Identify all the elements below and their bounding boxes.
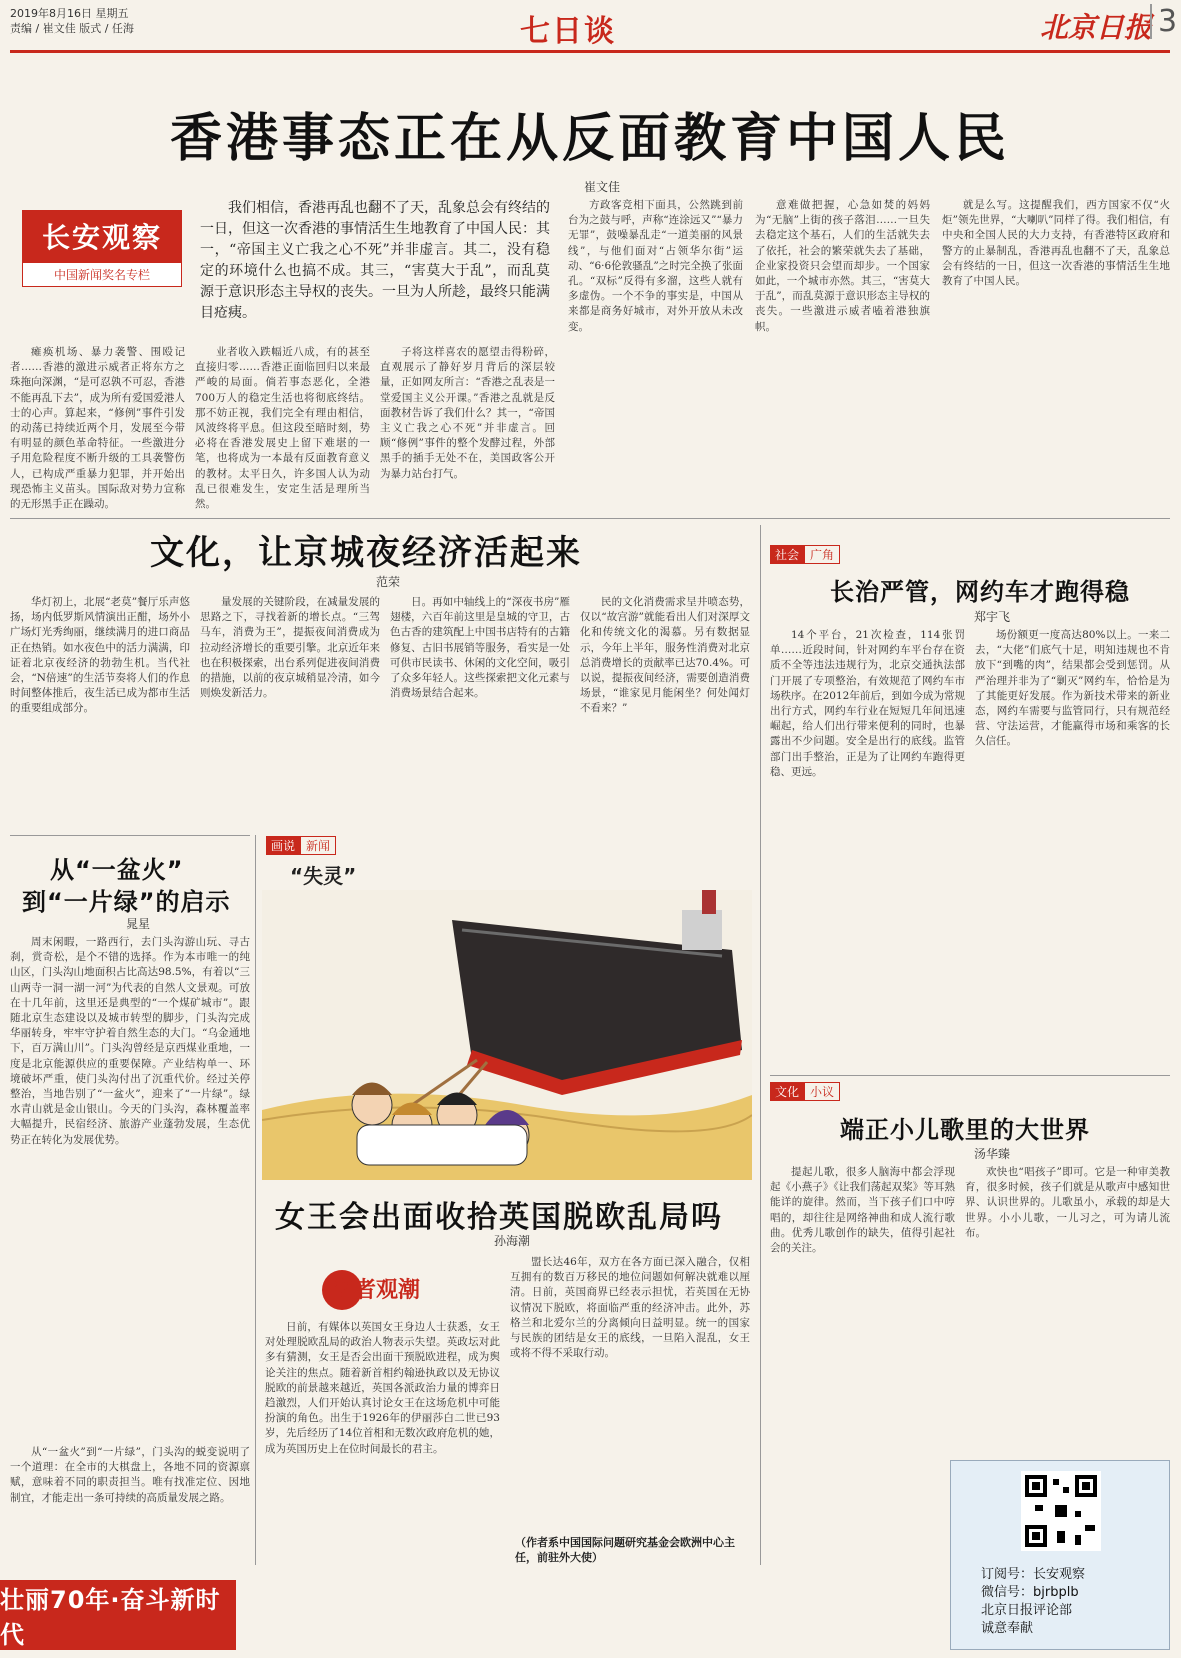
main-headline: 香港事态正在从反面教育中国人民 <box>169 109 1010 169</box>
divider <box>10 518 1170 519</box>
qr-line-2: 微信号：bjrbplb <box>981 1585 1079 1600</box>
main-col-2: 业者收入跌幅近八成，有的甚至直接归零……香港正面临回归以来最严峻的局面。倘若事态恶化，全港700万人的稳定生活也将彻底终结。那不妨正视，我们完全有理由相信，风波终将平息。但这段至暗时刻，势必将在香港发展史上留下难堪的一笔，也将成为一本最有反面教育意义的教材。太平日久，许多国人认为动乱已很难发生，安定生活是理所当然。 <box>195 346 370 510</box>
bottom-banner: 壮丽70年·奋斗新时代 <box>0 1580 236 1650</box>
date-line: 2019年8月16日 星期五 <box>10 7 129 20</box>
song-col-2: 欢快也“唱孩子”即可。它是一种审美教育，很多时候，孩子们就是从歌声中感知世界、认识世界的。儿歌虽小，承载的却是大世界。小小儿歌，一儿习之，可为请儿流布。 <box>965 1166 1170 1239</box>
main-col-1: 瘫痪机场、暴力袭警、围殴记者……香港的激进示威者正将东方之珠拖向深渊，“是可忍孰不可忍，香港不能再乱下去”，成为所有爱国爱港人士的心声。算起来，“修例”事件引发的动荡已持续近两个月，发展至今带有明显的颜色革命特征。一些激进分子用危险程度不断升级的工具袭警伤人，已构成严重暴力犯罪，并开始出现恐怖主义苗头。国际敌对势力宣称的无形黑手正在躁动。 <box>10 346 185 510</box>
main-lead: 我们相信，香港再乱也翻不了天，乱象总会有终结的一日，但这一次香港的事情活生生地教育了中国人民：其一，“帝国主义亡我之心不死”并非虚言。其二，没有稳定的环境什么也搞不成。其三，“害莫大于乱”，而乱莫源于意识形态主导权的丧失。一旦为人所趁，最终只能满目疮痍。 <box>200 200 550 321</box>
cartoon-illustration <box>262 890 752 1180</box>
queen-col-2: 盟长达46年，双方在各方面已深入融合，仅相互拥有的数百万移民的地位问题如何解决就难以厘清。日前，英国商界已经表示担忧，若英国在无协议情况下脱欧，将面临严重的经济冲击。此外，苏格兰和北爱尔兰的分离倾向日益明显。统一的国家与民族的团结是女王的底线，一旦陷入混乱，女王或将不得不采取行动。 <box>510 1256 750 1360</box>
basin-byline: 晁星 <box>125 917 150 931</box>
divider <box>10 835 250 836</box>
qr-line-4: 诚意奉献 <box>981 1621 1034 1636</box>
qr-caption <box>981 1566 1085 1638</box>
song-tag-red: 文化 <box>770 1082 804 1101</box>
ride-col-1: 14个平台，21次检查，114张罚单……近段时间，针对网约车平台存在资质不全等违法违规行为，北京交通执法部门开展了专项整治，有效规范了网约车市场秩序。在2012年前后，到如今成为常规出行方式，网约车行业在短短几年间迅速崛起，给人们出行带来便利的同时，也暴露出不少问题。安全是出行的底线。监管部门出手整治，正是为了让网约车跑得更稳、更远。 <box>770 629 965 778</box>
column-badge-sub: 中国新闻奖名专栏 <box>22 262 182 287</box>
song-tag-outline: 小议 <box>804 1082 840 1101</box>
ride-byline: 郑宇飞 <box>973 610 1010 624</box>
editor-line: 责编 / 崔文佳 版式 / 任海 <box>10 22 134 35</box>
song-byline: 汤华臻 <box>973 1147 1010 1161</box>
night-col-3: 日。再如中轴线上的“深夜书房”雁翅楼，六百年前这里是皇城的守卫，古色古香的建筑配上中国书店特有的古籍修复、古旧书展销等服务，看实是一处可供市民读书、休闲的文化空间，吸引了众多年轻人。这些探索把文化元素与消费场景结合起来。 <box>390 596 570 700</box>
night-byline: 范荣 <box>375 575 400 589</box>
header-meta <box>10 6 134 36</box>
qr-promo-box <box>950 1460 1170 1650</box>
basin-col-2: 从“一盆火”到“一片绿”，门头沟的蜕变说明了一个道理：在全市的大棋盘上，各地不同的资源禀赋，意味着不同的职责担当。唯有找准定位、因地制宜，才能走出一条可持续的高质量发展之路。 <box>10 1446 250 1504</box>
queen-col-1: 日前，有媒体以英国女王身边人士获悉，女王对处理脱欧乱局的政治人物表示失望。英政坛对此多有猜测，女王是否会出面干预脱欧进程，成为舆论关注的焦点。随着新首相约翰逊执政以及无协议脱欧的前景越来越近，英国各派政治力量的博弈日趋激烈，人们开始认真讨论女王在这场危机中可能扮演的角色。出生于1926年的伊丽莎白二世已93岁，先后经历了14位首相和无数次政府危机的她，成为英国历史上在位时间最长的君主。 <box>265 1321 500 1455</box>
night-headline: 文化，让京城夜经济活起来 <box>150 533 582 573</box>
qr-code-icon[interactable] <box>1021 1471 1101 1551</box>
scholar-logo-text: 学者观潮 <box>332 1278 421 1303</box>
cartoon-tag-outline: 新闻 <box>300 836 336 855</box>
divider <box>770 1075 1170 1076</box>
song-col-1: 提起儿歌，很多人脑海中都会浮现起《小燕子》《让我们荡起双桨》等耳熟能详的旋律。然而，当下孩子们口中哼唱的，却往往是网络神曲和成人流行歌曲。优秀儿歌创作的缺失，值得引起社会的关注。 <box>770 1166 955 1255</box>
night-col-2: 量发展的关键阶段，在减量发展的思路之下，寻找着新的增长点。“三驾马车，消费为王”，提振夜间消费成为拉动经济增长的重要引擎。北京近年来也在积极探索，出台系列促进夜间消费的措施，以前的夜京城稍显冷清，如今则焕发新活力。 <box>200 596 380 700</box>
vertical-divider <box>255 835 256 1565</box>
main-col-6: 就是么写。这提醒我们，西方国家不仅“火炬”领先世界，“大喇叭”同样了得。我们相信，有中央和全国人民的大力支持，有香港特区政府和警方的止暴制乱，香港再乱也翻不了天，乱象总会有终结的一日，但这一次香港的事情活生生地教育了中国人民。 <box>942 199 1170 288</box>
basin-headline-line1: 从“一盆火” <box>50 856 184 884</box>
queen-author-note: （作者系中国国际问题研究基金会欧洲中心主任，前驻外大使） <box>515 1536 735 1564</box>
qr-line-1: 订阅号：长安观察 <box>981 1567 1086 1582</box>
section-name: 七日谈 <box>520 14 616 49</box>
qr-line-3: 北京日报评论部 <box>981 1603 1073 1618</box>
basin-headline-line2: 到“一片绿”的启示 <box>22 888 231 916</box>
scholar-column-logo <box>320 1265 450 1315</box>
ride-tag-red: 社会 <box>770 545 804 564</box>
ride-tag-outline: 广角 <box>804 545 840 564</box>
song-headline: 端正小儿歌里的大世界 <box>840 1116 1090 1144</box>
header-rule <box>10 50 1170 53</box>
night-col-4: 民的文化消费需求呈井喷态势，仅以“故宫游”就能看出人们对深厚文化和传统文化的渴慕。另有数据显示，今年上半年，服务性消费对北京总消费增长的贡献率已达70.4%。可以说，提振夜间经济，需要创造消费场景，“谁家见月能闲坐？何处闻灯不看来？” <box>580 596 750 715</box>
cartoon-tag-red: 画说 <box>266 836 300 855</box>
basin-col-1: 周末闲暇，一路西行，去门头沟游山玩、寻古刹，赏奇松，是个不错的选择。作为本市唯一的纯山区，门头沟山地面积占比高达98.5%，有着以“三山两寺一洞一湖一河”为代表的自然人文景观。可放在十几年前，这里还是典型的“一个煤矿城市”。跟随北京生态建设以及城市转型的脚步，门头沟完成华丽转身，牢牢守护着自然生态的大门。“乌金通地下，百万满山川”。门头沟曾经是京西煤业重地，一度是北京能源供应的重要保障。产业结构单一、环境破坏严重，使门头沟付出了沉重代价。经过关停整治，当地告别了“一盆火”，迎来了“一片绿”。绿水青山就是金山银山。今天的门头沟，森林覆盖率大幅提升，民宿经济、旅游产业蓬勃发展，生态优势正在转化为发展优势。 <box>10 936 250 1146</box>
column-badge <box>22 210 182 290</box>
main-col-3: 子将这样喜农的愿望击得粉碎，直观展示了静好岁月背后的深层较量，正如网友所言：“香港之乱表是一堂爱国主义公开课。”香港之乱就是反面教材告诉了我们什么？其一，“帝国主义亡我之心不死”并非虚言。回顾“修例”事件的整个发酵过程，外部黑手的插手无处不在，美国政客公开为暴力站台打气。 <box>380 346 555 480</box>
column-badge-title: 长安观察 <box>22 210 182 262</box>
main-byline: 崔文佳 <box>583 180 620 194</box>
queen-byline: 孙海潮 <box>493 1234 530 1248</box>
main-col-5: 意难做把握，心急如焚的妈妈为“无脑”上街的孩子落泪……一旦失去稳定这个基石，人们的生活就失去了依托，社会的繁荣就失去了基础，企业家投资只会望而却步。一个国家如此，一个城市亦然。其三，“害莫大于乱”，而乱莫源于意识形态主导权的丧失。一些激进示威者嗑着港独旗帜。 <box>755 199 930 333</box>
main-col-4: 方政客竞相下面具，公然跳到前台为之鼓与呼，声称“连涂远又”“暴力无罪”，鼓噪暴乱走“一道美丽的风景线”，与他们面对“占领华尔街”运动、“6·6伦敦骚乱”之时完全换了张面孔。“双标”反得有多溜，这些人就有多虚伪。一个不争的事实是，中国从来都是商务好城市，对外开放从未改变。 <box>568 199 743 333</box>
ride-tag <box>770 545 840 564</box>
paper-logo: 北京日报 <box>1040 11 1153 44</box>
song-tag <box>770 1082 840 1101</box>
cartoon-title: “失灵” <box>290 864 357 888</box>
ride-col-2: 场份额更一度高达80%以上。一来二去，“大佬”们底气十足，明知违规也不肯放下“到嘴的肉”，结果都会受到惩罚。从严治理并非为了“剿灭”网约车，恰恰是为了其能更好发展。作为新技术带来的新业态，网约车需要与监管同行，只有规范经营、守法运营，才能赢得市场和乘客的长久信任。 <box>975 629 1170 748</box>
night-col-1: 华灯初上，北展“老莫”餐厅乐声悠扬，场内低罗斯风情演出正酣，场外小广场灯光秀绚丽，继续满月的进口商品正在热销。如水夜色中的活力满满，印证着北京夜经济的勃勃生机。当代社会，“N倍速”的生活节奏将人们的作息时间整体推后，夜生活已成为都市生活的重要组成部分。 <box>10 596 190 715</box>
ride-headline: 长治严管，网约车才跑得稳 <box>830 578 1130 606</box>
page-number: 3 <box>1150 4 1177 39</box>
queen-headline: 女王会出面收拾英国脱欧乱局吗 <box>275 1200 723 1235</box>
vertical-divider <box>760 525 761 1565</box>
cartoon-tag <box>266 836 336 855</box>
